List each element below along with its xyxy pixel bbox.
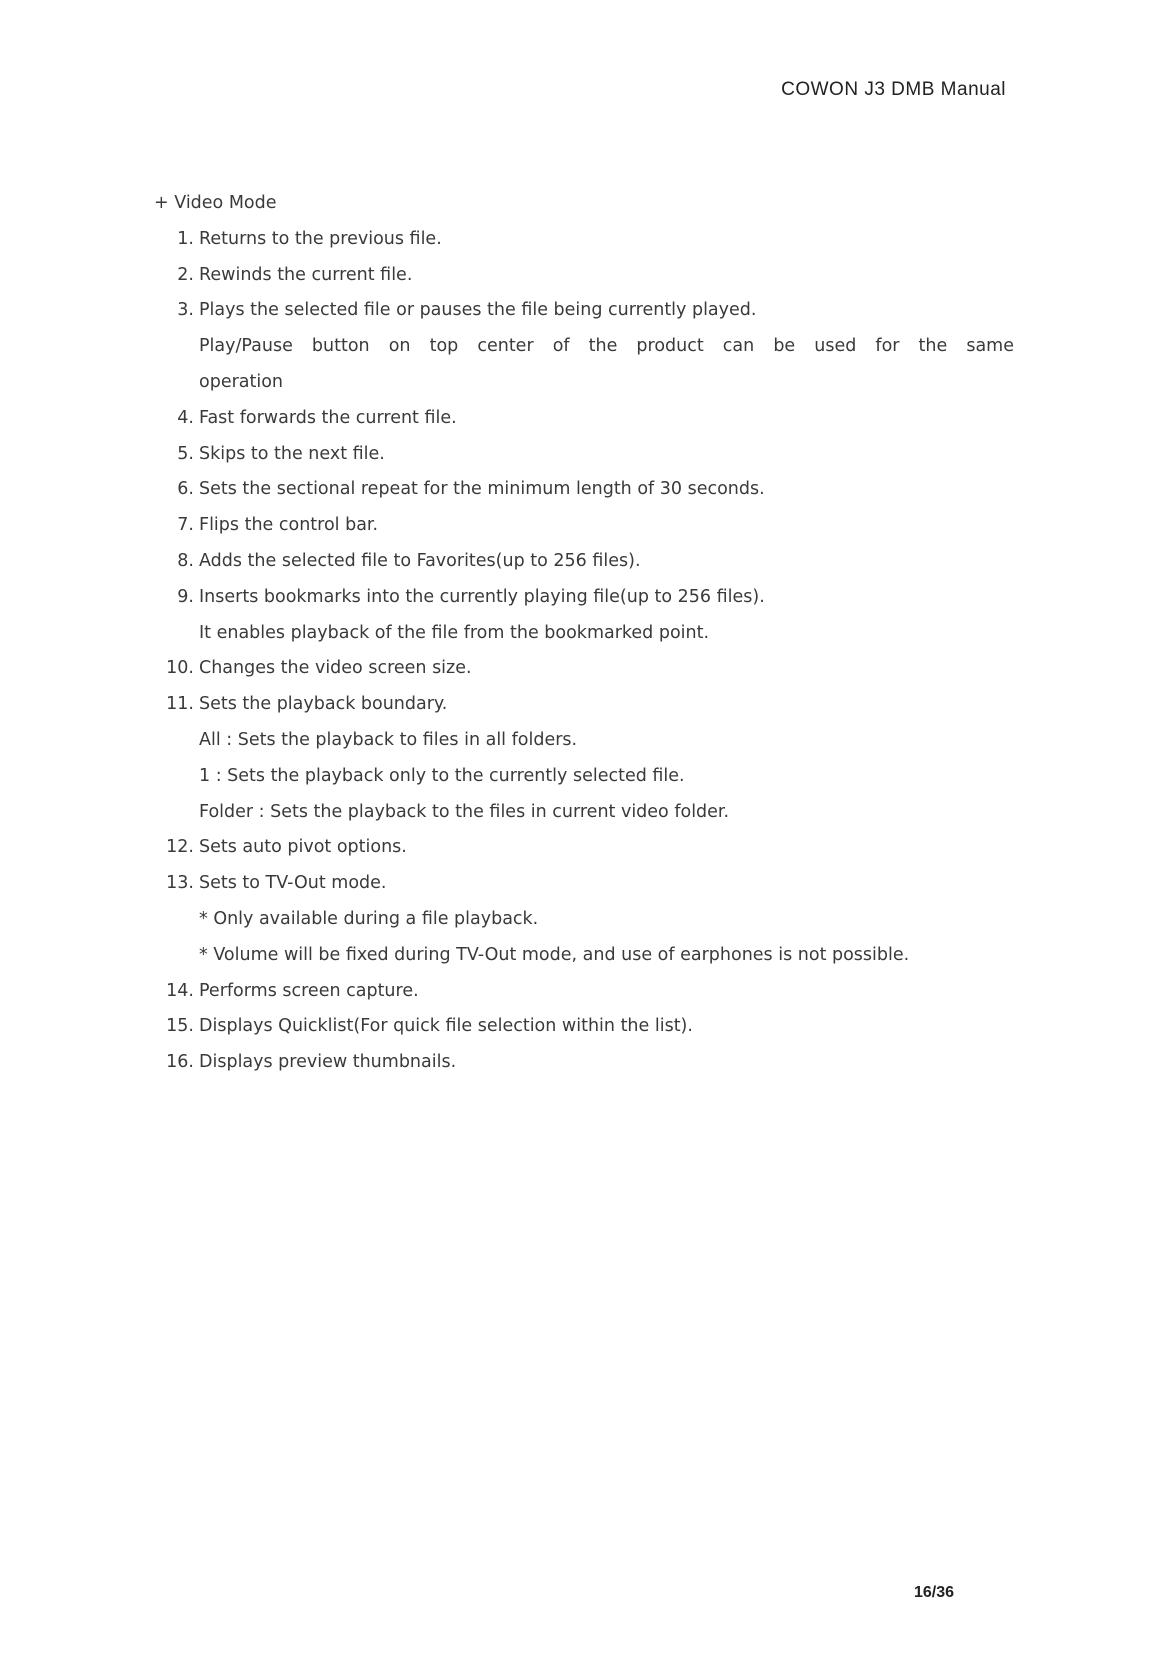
item-text: Displays Quicklist(For quick file selection within the list). <box>199 1016 693 1037</box>
item-text: Returns to the previous file. <box>199 228 442 249</box>
item-text: All : Sets the playback to files in all folders. <box>199 729 578 750</box>
item-number: 4. <box>177 407 194 428</box>
item-number: 12. <box>166 837 194 858</box>
list-item <box>154 258 1014 294</box>
item-number: 9. <box>177 586 194 607</box>
list-item <box>154 651 1014 687</box>
list-item <box>154 508 1014 544</box>
item-text: Displays preview thumbnails. <box>199 1052 457 1073</box>
item-text: Performs screen capture. <box>199 980 419 1001</box>
manual-title: COWON J3 DMB Manual <box>781 79 1006 100</box>
item-number: 14. <box>166 980 194 1001</box>
item-text: Fast forwards the current file. <box>199 407 457 428</box>
list-item <box>154 544 1014 580</box>
item-number: 11. <box>166 694 194 715</box>
list-item <box>154 293 1014 400</box>
item-number: 3. <box>177 300 194 321</box>
item-text: 1 : Sets the playback only to the currently selected file. <box>199 765 685 786</box>
item-number: 5. <box>177 443 194 464</box>
list-item <box>154 580 1014 652</box>
item-text: It enables playback of the file from the bookmarked point. <box>199 622 710 643</box>
item-number: 13. <box>166 873 194 894</box>
item-text: Sets auto pivot options. <box>199 837 407 858</box>
item-number: 15. <box>166 1016 194 1037</box>
item-text: Plays the selected file or pauses the file being currently played. <box>199 300 757 321</box>
list-item <box>154 222 1014 258</box>
item-text: Sets the sectional repeat for the minimum length of 30 seconds. <box>199 479 765 500</box>
list-item <box>154 1009 1014 1045</box>
item-text: Changes the video screen size. <box>199 658 472 679</box>
item-number: 2. <box>177 264 194 285</box>
item-text: * Only available during a file playback. <box>199 908 539 929</box>
item-text: Adds the selected file to Favorites(up to 256 files). <box>199 550 641 571</box>
item-number: 6. <box>177 479 194 500</box>
item-number: 10. <box>166 658 194 679</box>
list-item <box>154 866 1014 973</box>
item-number: 1. <box>177 228 194 249</box>
item-text: Skips to the next file. <box>199 443 385 464</box>
list-item <box>154 1045 1014 1081</box>
item-number: 8. <box>177 550 194 571</box>
video-mode-section <box>154 186 1014 1081</box>
item-text: Rewinds the current file. <box>199 264 413 285</box>
list-item <box>154 472 1014 508</box>
item-number: 7. <box>177 515 194 536</box>
item-text: operation <box>199 371 284 392</box>
item-text: Sets to TV-Out mode. <box>199 873 387 894</box>
list-item <box>154 687 1014 830</box>
list-item <box>154 437 1014 473</box>
item-text: Play/Pause button on top center of the product can be used for the same <box>199 336 1014 357</box>
list-item <box>154 974 1014 1010</box>
item-text: Folder : Sets the playback to the files in current video folder. <box>199 801 730 822</box>
item-number: 16. <box>166 1052 194 1073</box>
page-number: 16/36 <box>914 1584 955 1601</box>
item-text: Flips the control bar. <box>199 515 379 536</box>
item-text: * Volume will be fixed during TV-Out mode, and use of earphones is not possible. <box>199 944 910 965</box>
item-text: Sets the playback boundary. <box>199 694 448 715</box>
item-text: Inserts bookmarks into the currently playing file(up to 256 files). <box>199 586 765 607</box>
list-item <box>154 401 1014 437</box>
section-heading: + Video Mode <box>154 193 277 213</box>
list-item <box>154 830 1014 866</box>
